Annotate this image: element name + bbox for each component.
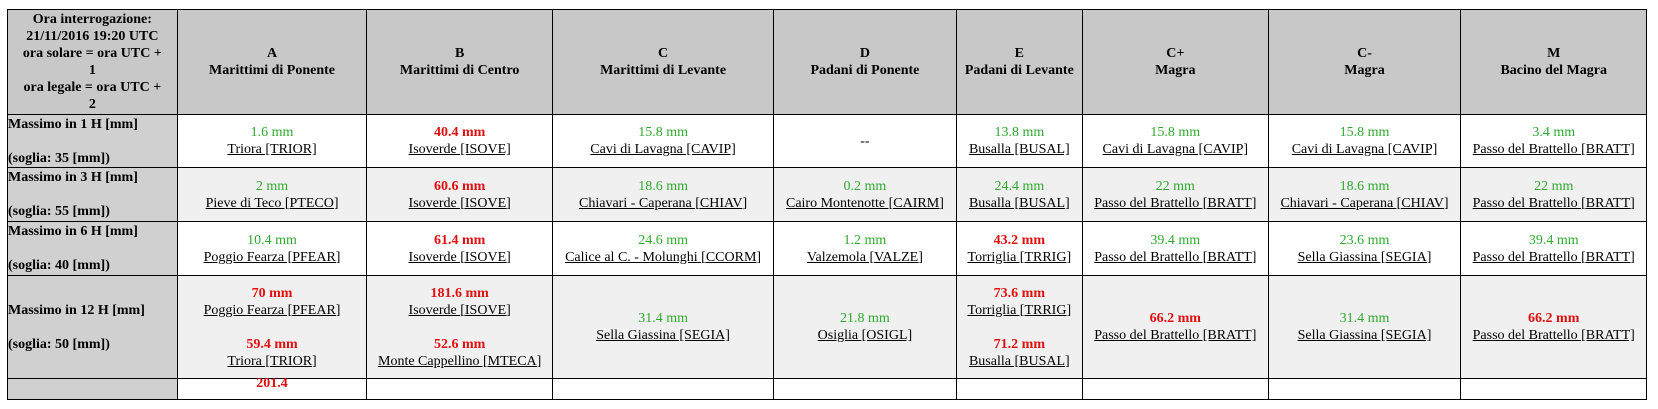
- station-cell: [177, 115, 367, 168]
- query-time-line: 1: [88, 63, 96, 78]
- station-cell: [1461, 168, 1647, 222]
- rain-value: 31.4 mm: [638, 311, 688, 326]
- station-cell: [1083, 168, 1269, 222]
- entry-spacer: [367, 319, 552, 336]
- rain-value: 39.4 mm: [1528, 232, 1579, 248]
- query-time-line: 2: [88, 97, 96, 112]
- rain-value: 71.2 mm: [993, 336, 1045, 352]
- rain-value: 10.4 mm: [247, 232, 297, 248]
- station-link[interactable]: Passo del Brattello [BRATT]: [1472, 195, 1635, 211]
- station-link[interactable]: Poggio Fearza [PFEAR]: [203, 302, 341, 318]
- row-label: [8, 222, 178, 276]
- station-link[interactable]: Busalla [BUSAL]: [968, 353, 1070, 369]
- rain-value: 73.6 mm: [993, 285, 1045, 301]
- rain-value: 52.6 mm: [433, 336, 486, 352]
- rain-report: [7, 9, 1658, 400]
- rain-value: 39.4 mm: [1150, 232, 1201, 248]
- station-link[interactable]: Pieve di Teco [PTECO]: [205, 195, 339, 211]
- zone-name: Marittimi di Levante: [600, 63, 727, 78]
- threshold-label: (soglia: 35 [mm]): [8, 150, 110, 166]
- station-cell: [1268, 222, 1461, 276]
- interval-label: Massimo in 1 H [mm]: [8, 116, 138, 132]
- zone-header-c-minus: [1268, 10, 1461, 115]
- station-link[interactable]: Cavi di Lavagna [CAVIP]: [1102, 142, 1249, 157]
- station-link[interactable]: Sella Giassina [SEGIA]: [1297, 328, 1432, 343]
- station-cell: [177, 168, 367, 222]
- header-row: [8, 10, 1647, 115]
- rainfall-max-table: [7, 9, 1647, 400]
- query-time-header: [8, 10, 178, 115]
- zone-code: A: [266, 46, 278, 61]
- station-cell: [367, 379, 553, 400]
- station-link[interactable]: Isoverde [ISOVE]: [408, 195, 511, 211]
- zone-name: Bacino del Magra: [1500, 63, 1607, 78]
- rain-value: 24.6 mm: [638, 232, 688, 248]
- station-cell: [774, 276, 956, 379]
- zone-code: D: [859, 46, 870, 61]
- zone-code: C: [658, 46, 669, 61]
- station-cell: [177, 276, 367, 379]
- rain-value: 0.2 mm: [843, 178, 887, 194]
- station-cell: [177, 376, 367, 400]
- station-cell: [552, 379, 773, 400]
- zone-header-d: [774, 10, 956, 115]
- rain-value: 23.6 mm: [1339, 232, 1390, 248]
- zone-name: Padani di Ponente: [810, 63, 920, 78]
- query-time-line: 21/11/2016 19:20 UTC: [26, 29, 159, 44]
- station-cell: [1268, 276, 1461, 379]
- station-link[interactable]: Triora [TRIOR]: [227, 142, 317, 157]
- station-cell: [956, 168, 1082, 222]
- zone-code: M: [1547, 46, 1561, 61]
- table-row: [8, 222, 1647, 276]
- station-link[interactable]: Cairo Montenotte [CAIRM]: [785, 195, 944, 211]
- station-link[interactable]: Torriglia [TRRIG]: [967, 249, 1072, 265]
- row-label: [8, 115, 178, 168]
- interval-label: Massimo in 6 H [mm]: [8, 224, 138, 239]
- station-link[interactable]: Poggio Fearza [PFEAR]: [203, 249, 341, 265]
- station-cell: [774, 222, 956, 276]
- rain-value: 15.8 mm: [1150, 125, 1201, 140]
- station-cell: [956, 276, 1082, 379]
- station-link[interactable]: Cavi di Lavagna [CAVIP]: [1291, 142, 1438, 157]
- station-cell: [774, 168, 956, 222]
- station-cell: [367, 222, 553, 276]
- station-cell: [367, 115, 553, 168]
- station-link[interactable]: Busalla [BUSAL]: [968, 195, 1070, 211]
- table-row: [8, 115, 1647, 168]
- station-link[interactable]: Passo del Brattello [BRATT]: [1472, 328, 1635, 343]
- row-label: [8, 379, 178, 400]
- station-cell: [956, 115, 1082, 168]
- station-cell: [1083, 115, 1269, 168]
- station-link[interactable]: Sella Giassina [SEGIA]: [596, 328, 730, 343]
- station-cell: [1461, 115, 1647, 168]
- station-cell: [774, 115, 956, 168]
- zone-code: E: [1014, 46, 1024, 61]
- station-cell: [1461, 276, 1647, 379]
- rain-value: 24.4 mm: [994, 178, 1045, 194]
- station-link[interactable]: Monte Cappellino [MTECA]: [378, 353, 542, 369]
- rain-value: 31.4 mm: [1339, 311, 1390, 326]
- station-cell: [1083, 276, 1269, 379]
- rain-value: 2 mm: [255, 178, 289, 194]
- table-row: [8, 276, 1647, 379]
- rain-value: 15.8 mm: [1339, 125, 1390, 140]
- station-link[interactable]: Osiglia [OSIGL]: [817, 328, 913, 343]
- row-label: [8, 168, 178, 222]
- rain-value: 18.6 mm: [638, 178, 688, 194]
- rain-value: 3.4 mm: [1532, 125, 1576, 140]
- interval-label: Massimo in 12 H [mm]: [8, 302, 145, 318]
- rain-value: 22 mm: [1155, 178, 1195, 194]
- rain-value: 21.8 mm: [840, 311, 890, 326]
- station-cell: [956, 379, 1082, 400]
- station-cell: [774, 379, 956, 400]
- threshold-label: (soglia: 55 [mm]): [8, 204, 110, 219]
- rain-value: 15.8 mm: [638, 125, 688, 140]
- station-cell: [1461, 222, 1647, 276]
- station-link[interactable]: Passo del Brattello [BRATT]: [1094, 328, 1257, 343]
- station-cell: [552, 276, 773, 379]
- zone-code: C-: [1357, 46, 1372, 61]
- zone-header-e: [956, 10, 1082, 115]
- rain-value: 60.6 mm: [433, 178, 486, 194]
- entry-spacer: [178, 319, 367, 336]
- rain-value: 1.6 mm: [250, 125, 294, 140]
- zone-header-m: [1461, 10, 1647, 115]
- rain-value: 59.4 mm: [246, 336, 298, 352]
- station-cell: [552, 168, 773, 222]
- station-link[interactable]: Chiavari - Caperana [CHIAV]: [1280, 195, 1449, 211]
- station-cell: [552, 115, 773, 168]
- station-cell: [1461, 379, 1647, 400]
- station-link[interactable]: Busalla [BUSAL]: [968, 142, 1070, 157]
- station-cell: [1083, 222, 1269, 276]
- rain-value: 61.4 mm: [433, 232, 486, 248]
- row-label: [8, 276, 178, 379]
- table-row-partial: [8, 379, 1647, 400]
- zone-name: Marittimi di Ponente: [209, 63, 336, 78]
- station-cell: [552, 222, 773, 276]
- station-link[interactable]: Passo del Brattello [BRATT]: [1094, 195, 1257, 211]
- station-link[interactable]: Chiavari - Caperana [CHIAV]: [579, 195, 748, 211]
- rain-value: 18.6 mm: [1339, 178, 1390, 194]
- zone-header-c: [552, 10, 773, 115]
- threshold-label: (soglia: 40 [mm]): [8, 258, 110, 273]
- zone-name: Marittimi di Centro: [399, 63, 520, 78]
- station-link[interactable]: Sella Giassina [SEGIA]: [1297, 249, 1432, 265]
- station-link[interactable]: Torriglia [TRRIG]: [967, 302, 1072, 318]
- rain-value: 181.6 mm: [430, 285, 489, 301]
- zone-name: Padani di Levante: [964, 63, 1074, 78]
- no-data-value: --: [860, 133, 870, 149]
- station-link[interactable]: Valzemola [VALZE]: [806, 249, 923, 265]
- zone-code: B: [454, 46, 465, 61]
- station-link[interactable]: Calice al C. - Molunghi [CCORM]: [565, 249, 762, 265]
- rain-value: 22 mm: [1534, 178, 1574, 194]
- station-cell: [1268, 379, 1461, 400]
- station-cell: [956, 222, 1082, 276]
- rain-value: 43.2 mm: [993, 232, 1045, 248]
- rain-value: 40.4 mm: [433, 125, 486, 140]
- rain-value: 66.2 mm: [1528, 311, 1580, 326]
- zone-header-c-plus: [1083, 10, 1269, 115]
- query-time-line: ora legale = ora UTC +: [23, 80, 162, 95]
- threshold-label: (soglia: 50 [mm]): [8, 336, 110, 352]
- station-cell: [1268, 168, 1461, 222]
- zone-name: Magra: [1155, 63, 1196, 78]
- station-link[interactable]: Triora [TRIOR]: [227, 353, 317, 369]
- station-link[interactable]: Cavi di Lavagna [CAVIP]: [590, 142, 736, 157]
- station-cell: [367, 276, 553, 379]
- station-cell: [1268, 115, 1461, 168]
- rain-value: 1.2 mm: [843, 232, 887, 248]
- station-link[interactable]: Passo del Brattello [BRATT]: [1472, 249, 1635, 265]
- query-time-line: ora solare = ora UTC +: [22, 46, 162, 61]
- query-time-line: Ora interrogazione:: [32, 12, 152, 27]
- rain-value: 13.8 mm: [994, 125, 1045, 140]
- entry-spacer: [957, 319, 1082, 336]
- station-link[interactable]: Isoverde [ISOVE]: [408, 249, 511, 265]
- rain-value: 66.2 mm: [1149, 311, 1201, 326]
- zone-header-a: [177, 10, 367, 115]
- table-row: [8, 168, 1647, 222]
- rain-value: 201.4: [256, 376, 288, 391]
- station-cell: [367, 168, 553, 222]
- zone-code: C+: [1166, 46, 1185, 61]
- interval-label: Massimo in 3 H [mm]: [8, 170, 138, 185]
- station-cell: [177, 222, 367, 276]
- zone-name: Magra: [1344, 63, 1385, 78]
- station-link[interactable]: Isoverde [ISOVE]: [408, 142, 511, 157]
- rain-value: 70 mm: [251, 285, 293, 301]
- zone-header-b: [367, 10, 553, 115]
- station-link[interactable]: Isoverde [ISOVE]: [408, 302, 511, 318]
- station-cell: [1083, 379, 1269, 400]
- station-link[interactable]: Passo del Brattello [BRATT]: [1472, 142, 1635, 157]
- station-link[interactable]: Passo del Brattello [BRATT]: [1094, 249, 1257, 265]
